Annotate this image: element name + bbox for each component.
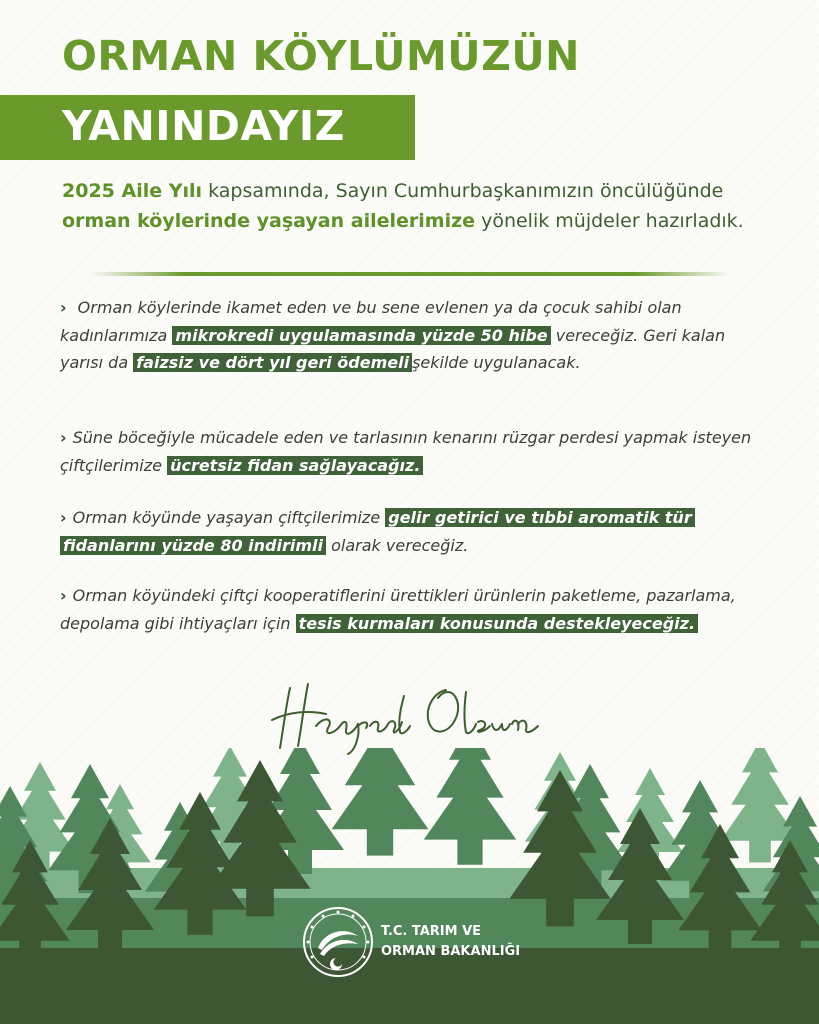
intro-bold-families: orman köylerinde yaşayan ailelerimize bbox=[62, 210, 476, 232]
item-highlight: ücretsiz fidan sağlayacağız. bbox=[167, 456, 423, 475]
intro-bold-year: 2025 Aile Yılı bbox=[62, 180, 203, 202]
list-item bbox=[60, 582, 760, 637]
list-item bbox=[60, 424, 760, 479]
ministry-emblem-icon bbox=[302, 906, 374, 978]
item-text: Orman köyünde yaşayan çiftçilerimize bbox=[72, 508, 386, 527]
forest-illustration bbox=[0, 748, 819, 1024]
item-text: Orman köyündeki çiftçi kooperatiflerini ürettikleri ürünlerin paketleme, pazarlama, depolama gibi ihtiyaçları için bbox=[60, 586, 736, 633]
ministry-name bbox=[381, 922, 520, 962]
item-highlight: faizsiz ve dört yıl geri ödemeli bbox=[133, 353, 412, 372]
ministry-name-line1: T.C. TARIM VE bbox=[381, 924, 482, 939]
chevron-right-icon: › bbox=[60, 508, 67, 527]
item-text: vereceğiz. Geri kalan yarısı da bbox=[60, 325, 726, 372]
intro-text-1: kapsamında, Sayın Cumhurbaşkanımızın öncülüğünde bbox=[202, 180, 724, 202]
item-text: olarak vereceğiz. bbox=[326, 535, 469, 555]
ministry-name-line2: ORMAN BAKANLIĞI bbox=[381, 944, 521, 959]
item-text: şekilde uygulanacak. bbox=[412, 353, 581, 372]
item-highlight: tesis kurmaları konusunda destekleyeceğiz. bbox=[296, 614, 698, 633]
list-item bbox=[60, 504, 760, 559]
list-item bbox=[60, 294, 760, 377]
headline-line1: ORMAN KÖYLÜMÜZÜN bbox=[62, 32, 580, 80]
signature-hayirli-olsun bbox=[268, 676, 558, 756]
divider-line bbox=[90, 272, 730, 276]
chevron-right-icon: › bbox=[60, 586, 67, 605]
intro-text-2: yönelik müjdeler hazırladık. bbox=[475, 210, 744, 232]
item-text: Orman köylerinde ikamet eden ve bu sene evlenen ya da çocuk sahibi olan kadınlarımıza bbox=[60, 298, 682, 345]
item-highlight: gelir getirici ve tıbbi aromatik tür fidanlarını yüzde 80 indirimli bbox=[60, 508, 695, 555]
intro-paragraph bbox=[62, 176, 752, 236]
item-highlight: mikrokredi uygulamasında yüzde 50 hibe bbox=[172, 326, 550, 345]
chevron-right-icon: › bbox=[60, 298, 67, 317]
chevron-right-icon: › bbox=[60, 428, 67, 447]
item-text: Süne böceğiyle mücadele eden ve tarlasının kenarını rüzgar perdesi yapmak isteyen çiftçilerimize bbox=[60, 428, 752, 475]
headline-line2: YANINDAYIZ bbox=[62, 102, 345, 150]
